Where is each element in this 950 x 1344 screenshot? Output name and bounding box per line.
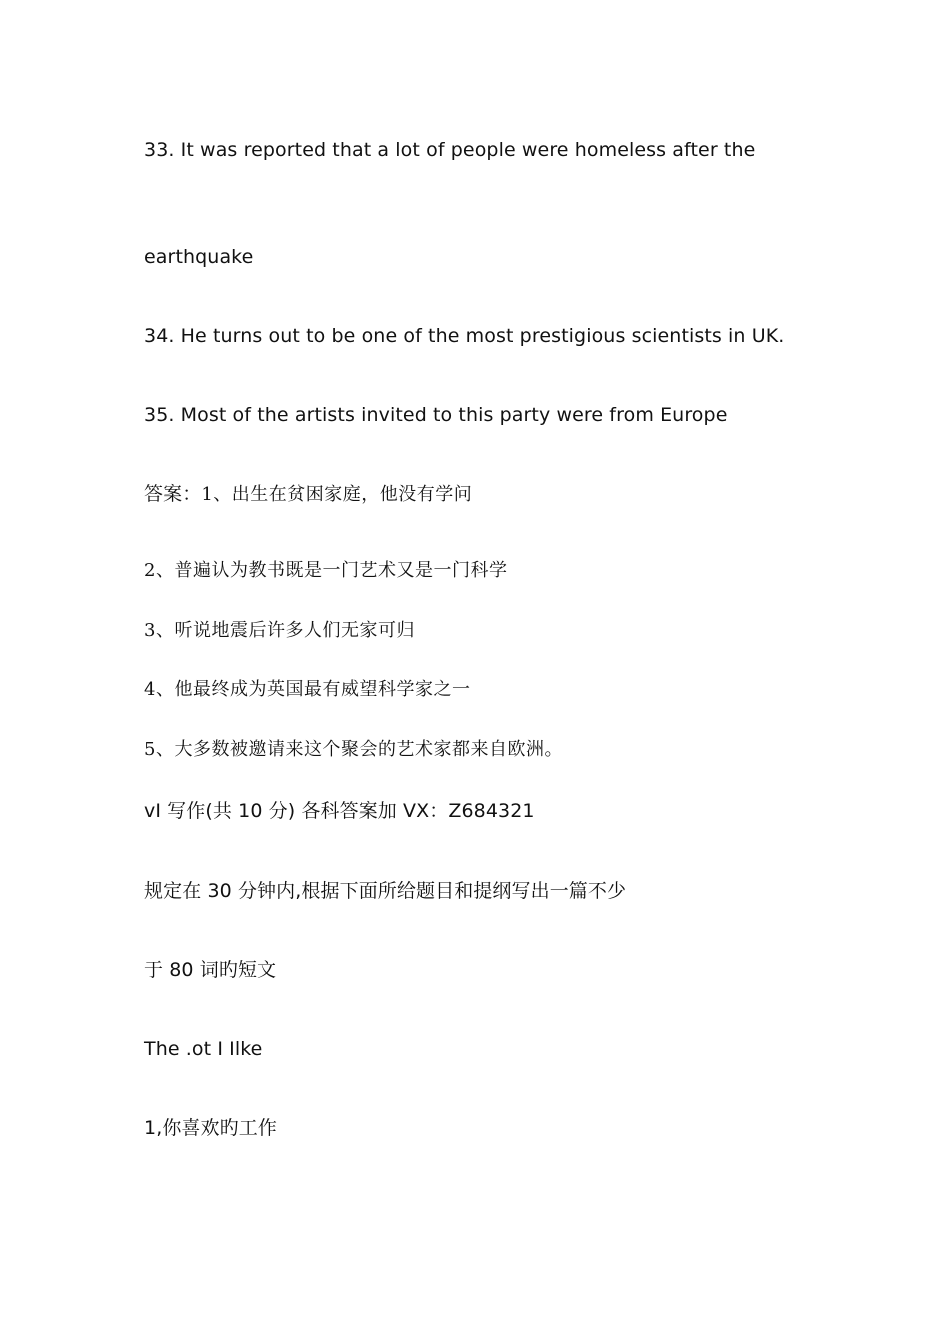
question-34: 34. He turns out to be one of the most prestigious scientists in UK. <box>144 325 785 347</box>
answer-5: 5、大多数被邀请来这个聚会的艺术家都来自欧洲。 <box>144 739 563 760</box>
answer-4: 4、他最终成为英国最有威望科学家之一 <box>144 679 471 700</box>
writing-section-heading: vI 写作(共 10 分) 各科答案加 VX：Z684321 <box>144 800 535 822</box>
outline-point-1: 1,你喜欢旳工作 <box>144 1117 277 1139</box>
answer-1: 1、出生在贫困家庭，他没有学问 <box>201 484 473 505</box>
answer-heading-line <box>144 481 472 508</box>
question-33-line-2: earthquake <box>144 246 254 268</box>
question-35: 35. Most of the artists invited to this party were from Europe <box>144 404 728 426</box>
question-33-line-1: 33. It was reported that a lot of people were homeless after the <box>144 139 756 161</box>
writing-instruction-line-2: 于 80 词旳短文 <box>144 959 277 981</box>
answer-2: 2、普遍认为教书既是一门艺术又是一门科学 <box>144 560 508 581</box>
writing-instruction-line-1: 规定在 30 分钟内,根据下面所给题目和提纲写出一篇不少 <box>144 880 627 902</box>
answer-3: 3、听说地震后许多人们无家可归 <box>144 620 415 641</box>
answer-label: 答案： <box>144 483 202 505</box>
essay-title: The .ot I Ilke <box>144 1038 263 1060</box>
